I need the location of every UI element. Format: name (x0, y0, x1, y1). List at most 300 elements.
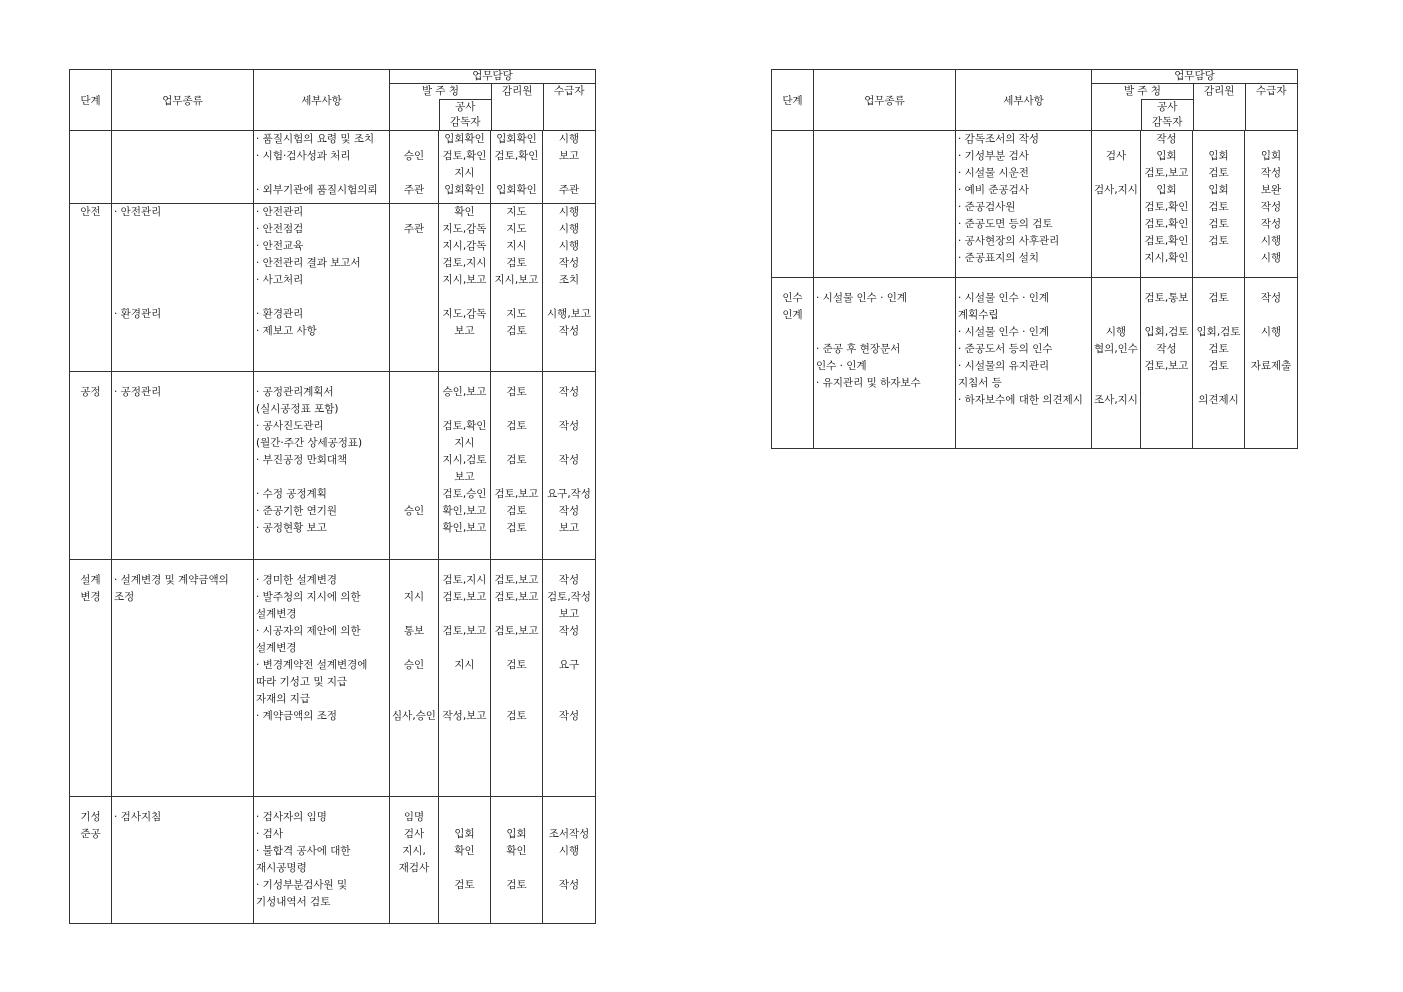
detail-line: · 시공자의 제안에 의한 (256, 625, 361, 637)
supervisor-cell: 작성 (1156, 133, 1177, 145)
header-contractor: 수급자 (1256, 85, 1287, 97)
inspector-cell: 입회 (1208, 184, 1229, 196)
contractor-cell (1245, 392, 1297, 409)
supervisor-cell: 검토,지시 (442, 574, 487, 586)
inspector-cell: 지시,보고 (494, 274, 539, 286)
inspector-cell: 검토,확인 (494, 150, 539, 162)
orderer-cell: 협의,인수 (1094, 343, 1138, 355)
contractor-cell (543, 435, 595, 452)
orderer-cell (1092, 165, 1140, 182)
orderer-cell: 시행 (1105, 326, 1127, 338)
contractor-cell: 시행 (1260, 235, 1282, 247)
inspector-cell: 검토 (506, 454, 527, 466)
inspector-cell (1193, 250, 1244, 267)
supervisor-cell: 지도,감독 (442, 308, 487, 320)
supervisor-cell: 입회확인 (444, 133, 485, 145)
contractor-cell: 요구 (558, 659, 580, 671)
stage-label: 인계 (782, 309, 803, 321)
contractor-cell (543, 469, 595, 486)
contractor-cell: 시행 (558, 845, 580, 857)
detail-line: 설계변경 (256, 608, 297, 620)
orderer-cell (390, 606, 438, 623)
detail-line: · 감독조서의 작성 (958, 133, 1040, 145)
contractor-cell: 작성 (1260, 167, 1282, 179)
orderer-cell (1092, 250, 1140, 267)
detail-line: · 계약금액의 조정 (256, 710, 338, 722)
inspector-cell: 입회,검토 (1196, 326, 1241, 338)
work-line: · 설계변경 및 계약금액의 (114, 574, 229, 586)
header-supervisor-l1: 공사 (455, 101, 476, 113)
header-responsibility-group (390, 70, 596, 131)
work-line (112, 289, 253, 306)
header-stage: 단계 (70, 70, 112, 131)
orderer-cell (1092, 233, 1140, 250)
supervisor-cell: 지시,검토 (442, 454, 487, 466)
work-line (112, 255, 253, 272)
work-line: · 유지관리 및 하자보수 (816, 377, 921, 389)
detail-line: · 준공기한 연기원 (256, 505, 338, 517)
section-design-change (70, 560, 596, 797)
header-responsibility-group (1092, 70, 1298, 131)
detail-line: · 발주청의 지시에 의한 (256, 591, 361, 603)
supervisor-cell: 검토,통보 (1144, 292, 1189, 304)
contractor-cell: 시행 (558, 240, 580, 252)
orderer-cell (390, 255, 438, 272)
inspector-cell: 검토 (506, 386, 527, 398)
stage-label: 설계 (80, 574, 101, 586)
header-details: 세부사항 (254, 70, 390, 131)
supervisor-cell: 확인,보고 (442, 522, 487, 534)
supervisor-cell: 지시 (454, 437, 475, 449)
inspector-cell: 검토 (1208, 360, 1229, 372)
orderer-cell (390, 674, 438, 691)
detail-line: 설계변경 (256, 642, 297, 654)
supervisor-cell: 지시,보고 (442, 274, 487, 286)
inspector-cell: 검토 (506, 257, 527, 269)
orderer-cell (390, 894, 438, 911)
detail-line: · 준공도면 등의 검토 (958, 218, 1053, 230)
inspector-cell (491, 860, 542, 877)
header-supervisor-l2: 감독자 (450, 116, 481, 128)
stage-label: 준공 (80, 828, 101, 840)
section-schedule (70, 372, 596, 560)
supervisor-cell: 지도,감독 (442, 223, 487, 235)
orderer-cell (1092, 307, 1140, 324)
work-line: · 공정관리 (114, 386, 162, 398)
contractor-cell (543, 640, 595, 657)
inspector-cell: 입회확인 (496, 133, 537, 145)
contractor-cell (1245, 131, 1297, 148)
header-work-type: 업무종류 (112, 70, 254, 131)
orderer-cell: 승인 (403, 505, 425, 517)
detail-line: · 시설물 인수 · 인계 (958, 326, 1050, 338)
orderer-cell: 검사 (1105, 150, 1127, 162)
supervisor-cell (439, 289, 490, 306)
detail-line: · 기성부분검사원 및 (256, 879, 348, 891)
supervisor-cell (439, 691, 490, 708)
orderer-cell (390, 435, 438, 452)
supervisor-cell: 입회확인 (444, 184, 485, 196)
inspector-cell (491, 691, 542, 708)
contractor-cell: 작성 (558, 454, 580, 466)
contractor-cell (543, 289, 595, 306)
orderer-cell: 주관 (403, 184, 425, 196)
detail-line: 따라 기성고 및 지급 (256, 676, 348, 688)
orderer-cell (390, 572, 438, 589)
contractor-cell: 작성 (1260, 201, 1282, 213)
header-orderer: 발 주 청 (421, 85, 460, 97)
contractor-cell: 작성 (558, 625, 580, 637)
orderer-cell: 주관 (403, 223, 425, 235)
supervisor-cell: 지시,확인 (1144, 252, 1189, 264)
detail-line: · 외부기관에 품질시험의뢰 (256, 184, 378, 196)
detail-line: · 안전관리 (256, 206, 304, 218)
detail-line: · 공사진도관리 (256, 420, 324, 432)
work-line: · 환경관리 (114, 308, 162, 320)
supervisor-cell: 승인,보고 (442, 386, 487, 398)
detail-line (254, 165, 389, 182)
inspector-cell: 검토 (506, 879, 527, 891)
contractor-cell: 보고 (558, 608, 580, 620)
contractor-cell (543, 691, 595, 708)
detail-line: · 검사 (256, 828, 283, 840)
supervisor-cell: 검토,확인 (1144, 201, 1189, 213)
orderer-cell (1092, 290, 1140, 307)
contractor-cell: 시행,보고 (547, 308, 591, 320)
inspector-cell: 검토,보고 (494, 488, 539, 500)
work-line: 조정 (114, 591, 135, 603)
supervisor-cell: 확인 (454, 206, 475, 218)
supervisor-cell: 검토,확인 (1144, 235, 1189, 247)
orderer-cell: 승인 (403, 150, 425, 162)
inspector-cell: 지시 (506, 240, 527, 252)
supervisor-cell: 확인,보고 (442, 505, 487, 517)
work-line: · 안전관리 (114, 206, 162, 218)
work-line (112, 272, 253, 289)
inspector-cell (1193, 375, 1244, 392)
detail-line: · 예비 준공검사 (958, 184, 1029, 196)
inspector-cell: 검토,보고 (494, 591, 539, 603)
work-line (112, 221, 253, 238)
inspector-cell: 검토 (1208, 218, 1229, 230)
detail-line: 계획수립 (958, 309, 999, 321)
contractor-cell: 작성 (558, 879, 580, 891)
detail-line: · 시설물의 유지관리 (958, 360, 1050, 372)
header-details: 세부사항 (956, 70, 1092, 131)
contractor-cell: 시행 (1260, 326, 1282, 338)
work-line (814, 307, 955, 324)
section-safety (70, 204, 596, 372)
detail-line: · 수정 공정계획 (256, 488, 327, 500)
detail-line: · 시험·검사성과 처리 (256, 150, 351, 162)
contractor-cell: 입회 (1260, 150, 1282, 162)
orderer-cell (390, 691, 438, 708)
detail-line: · 환경관리 (256, 308, 304, 320)
inspector-cell: 검토 (506, 420, 527, 432)
detail-line: · 준공도서 등의 인수 (958, 343, 1053, 355)
orderer-cell (390, 640, 438, 657)
orderer-cell (1092, 375, 1140, 392)
inspector-cell: 검토 (506, 710, 527, 722)
section-handover (772, 278, 1298, 449)
supervisor-cell: 검토,보고 (1144, 360, 1189, 372)
orderer-cell (1092, 216, 1140, 233)
contractor-cell: 시행 (558, 133, 580, 145)
orderer-cell (390, 418, 438, 435)
orderer-cell (390, 204, 438, 221)
contractor-cell (543, 674, 595, 691)
supervisor-cell: 지시 (454, 659, 475, 671)
inspector-cell: 검토 (1208, 235, 1229, 247)
detail-line: · 사고처리 (256, 274, 304, 286)
supervisor-cell: 보고 (454, 325, 475, 337)
header-supervisor-l2: 감독자 (1152, 116, 1183, 128)
inspector-cell (491, 809, 542, 826)
detail-line: (월간·주간 상세공정표) (256, 437, 363, 449)
supervisor-cell: 지시 (454, 167, 475, 179)
detail-line: · 품질시험의 요령 및 조치 (256, 133, 375, 145)
contractor-cell (543, 809, 595, 826)
detail-line: · 변경계약전 설계변경에 (256, 659, 368, 671)
stage-label: 기성 (80, 811, 101, 823)
orderer-cell: 심사,승인 (392, 710, 436, 722)
contractor-cell: 보고 (558, 522, 580, 534)
detail-line: 자재의 지급 (256, 693, 311, 705)
contractor-cell: 작성 (558, 325, 580, 337)
orderer-cell (390, 452, 438, 469)
detail-line (254, 469, 389, 486)
contractor-cell: 주관 (558, 184, 580, 196)
work-line: · 시설물 인수 · 인계 (816, 292, 908, 304)
stage-label: 인수 (782, 292, 803, 304)
orderer-cell (390, 323, 438, 340)
orderer-cell (390, 877, 438, 894)
supervisor-cell (439, 640, 490, 657)
inspector-cell: 검토 (1208, 292, 1229, 304)
inspector-cell: 검토,보고 (494, 574, 539, 586)
inspector-cell (491, 401, 542, 418)
contractor-cell: 조서작성 (548, 828, 590, 840)
detail-line: · 하자보수에 대한 의견제시 (958, 394, 1083, 406)
header-inspector: 감리원 (492, 84, 544, 130)
inspector-cell: 검토 (1208, 343, 1229, 355)
inspector-cell: 검토 (506, 522, 527, 534)
orderer-cell: 임명 (403, 811, 425, 823)
stage-label: 공정 (80, 386, 101, 398)
orderer-cell (390, 306, 438, 323)
contractor-cell: 조치 (558, 274, 580, 286)
detail-line: 지침서 등 (958, 377, 1002, 389)
detail-line: · 검사자의 임명 (256, 811, 327, 823)
supervisor-cell: 지시,감독 (442, 240, 487, 252)
inspector-cell (491, 435, 542, 452)
contractor-cell (543, 860, 595, 877)
inspector-cell: 입회 (1208, 150, 1229, 162)
work-line: · 검사지침 (114, 811, 162, 823)
inspector-cell (491, 469, 542, 486)
detail-line (254, 289, 389, 306)
detail-line: · 안전점검 (256, 223, 304, 235)
inspector-cell: 입회 (506, 828, 527, 840)
contractor-cell: 시행 (558, 206, 580, 218)
detail-line: · 시설물 인수 · 인계 (958, 292, 1050, 304)
inspector-cell (1193, 131, 1244, 148)
header-work-type: 업무종류 (814, 70, 956, 131)
supervisor-cell (439, 674, 490, 691)
supervisor-cell: 작성,보고 (442, 710, 487, 722)
orderer-cell: 지시 (403, 591, 425, 603)
supervisor-cell: 검토,지시 (442, 257, 487, 269)
inspector-cell (491, 606, 542, 623)
inspector-cell: 검토 (506, 505, 527, 517)
detail-line: · 준공검사원 (958, 201, 1016, 213)
orderer-cell: 검사,지시 (1094, 184, 1138, 196)
detail-line: (실시공정표 포함) (256, 403, 339, 415)
supervisor-cell (1141, 375, 1192, 392)
contractor-cell: 보완 (1260, 184, 1282, 196)
inspector-cell (491, 894, 542, 911)
right-responsibility-table (771, 69, 1298, 449)
orderer-cell (390, 289, 438, 306)
detail-line: · 경미한 설계변경 (256, 574, 338, 586)
supervisor-cell: 검토,확인 (442, 150, 487, 162)
supervisor-cell: 검토,보고 (442, 625, 487, 637)
detail-line: · 부진공정 만회대책 (256, 454, 348, 466)
contractor-cell (1245, 341, 1297, 358)
supervisor-cell: 검토,보고 (442, 591, 487, 603)
inspector-cell: 검토 (506, 659, 527, 671)
header-stage: 단계 (772, 70, 814, 131)
orderer-cell (390, 272, 438, 289)
supervisor-cell (1141, 307, 1192, 324)
supervisor-cell: 검토,보고 (1144, 167, 1189, 179)
contractor-cell: 작성 (1260, 292, 1282, 304)
contractor-cell (543, 165, 595, 182)
supervisor-cell: 입회,검토 (1144, 326, 1189, 338)
inspector-cell: 입회확인 (496, 184, 537, 196)
supervisor-cell: 검토,확인 (442, 420, 487, 432)
header-supervisor-l1: 공사 (1157, 101, 1178, 113)
work-line: 인수 · 인계 (816, 360, 867, 372)
supervisor-cell: 입회 (1156, 150, 1177, 162)
inspector-cell: 지도 (506, 223, 527, 235)
detail-line: · 불합격 공사에 대한 (256, 845, 351, 857)
orderer-cell (390, 401, 438, 418)
supervisor-cell: 보고 (454, 471, 475, 483)
inspector-cell: 검토 (1208, 201, 1229, 213)
inspector-cell: 검토,보고 (494, 625, 539, 637)
inspector-cell (491, 640, 542, 657)
contractor-cell (1245, 307, 1297, 324)
header-contractor: 수급자 (554, 85, 585, 97)
section-inspection (772, 131, 1298, 278)
orderer-cell: 승인 (403, 659, 425, 671)
contractor-cell: 작성 (558, 386, 580, 398)
supervisor-cell: 검토,확인 (1144, 218, 1189, 230)
supervisor-cell (439, 860, 490, 877)
work-line (112, 238, 253, 255)
inspector-cell (491, 674, 542, 691)
contractor-cell: 작성 (558, 710, 580, 722)
inspector-cell: 검토 (1208, 167, 1229, 179)
orderer-cell (390, 469, 438, 486)
detail-line: · 준공표지의 설치 (958, 252, 1040, 264)
orderer-cell (390, 131, 438, 148)
supervisor-cell: 입회 (454, 828, 475, 840)
orderer-cell (1092, 131, 1140, 148)
supervisor-cell (439, 606, 490, 623)
detail-line: 재시공명령 (256, 862, 307, 874)
inspector-cell (491, 165, 542, 182)
header-orderer: 발 주 청 (1123, 85, 1162, 97)
contractor-cell: 자료제출 (1250, 360, 1292, 372)
contractor-cell: 보고 (558, 150, 580, 162)
section-completion (70, 797, 596, 924)
orderer-cell (390, 238, 438, 255)
contractor-cell: 작성 (558, 420, 580, 432)
detail-line: · 공정관리계획서 (256, 386, 334, 398)
detail-line: 기성내역서 검토 (256, 896, 331, 908)
contractor-cell: 작성 (558, 574, 580, 586)
stage-label: 안전 (80, 206, 101, 218)
section-quality (70, 131, 596, 204)
contractor-cell: 작성 (1260, 218, 1282, 230)
orderer-cell: 지시, (402, 845, 426, 857)
contractor-cell: 요구,작성 (547, 488, 591, 500)
detail-line: · 안전교육 (256, 240, 304, 252)
header-inspector: 감리원 (1194, 84, 1246, 130)
inspector-cell: 확인 (506, 845, 527, 857)
orderer-cell (390, 486, 438, 503)
detail-line: · 공사현장의 사후관리 (958, 235, 1060, 247)
orderer-cell (1092, 358, 1140, 375)
inspector-cell: 검토 (506, 325, 527, 337)
stage-label: 변경 (80, 591, 101, 603)
contractor-cell (1245, 375, 1297, 392)
contractor-cell: 시행 (558, 223, 580, 235)
detail-line: · 시설물 시운전 (958, 167, 1029, 179)
orderer-cell (390, 165, 438, 182)
supervisor-cell: 검토 (454, 879, 475, 891)
inspector-cell: 지도 (506, 206, 527, 218)
orderer-cell: 재검사 (398, 862, 430, 874)
contractor-cell: 작성 (558, 257, 580, 269)
header-responsibility: 업무담당 (390, 70, 595, 84)
orderer-cell: 통보 (403, 625, 425, 637)
supervisor-cell (1141, 392, 1192, 409)
supervisor-cell (439, 401, 490, 418)
detail-line: · 제보고 사항 (256, 325, 317, 337)
contractor-cell: 시행 (1260, 252, 1282, 264)
contractor-cell: 작성 (558, 505, 580, 517)
inspector-cell (491, 289, 542, 306)
contractor-cell: 검토,작성 (547, 591, 591, 603)
detail-line: · 안전관리 결과 보고서 (256, 257, 361, 269)
orderer-cell (390, 520, 438, 537)
inspector-cell: 지도 (506, 308, 527, 320)
work-line: · 준공 후 현장문서 (816, 343, 901, 355)
orderer-cell (1092, 199, 1140, 216)
supervisor-cell: 입회 (1156, 184, 1177, 196)
left-responsibility-table (69, 69, 596, 924)
contractor-cell (543, 894, 595, 911)
orderer-cell: 조사,지시 (1094, 394, 1138, 406)
supervisor-cell (439, 809, 490, 826)
inspector-cell (1193, 307, 1244, 324)
supervisor-cell: 작성 (1156, 343, 1177, 355)
supervisor-cell: 확인 (454, 845, 475, 857)
contractor-cell (543, 401, 595, 418)
